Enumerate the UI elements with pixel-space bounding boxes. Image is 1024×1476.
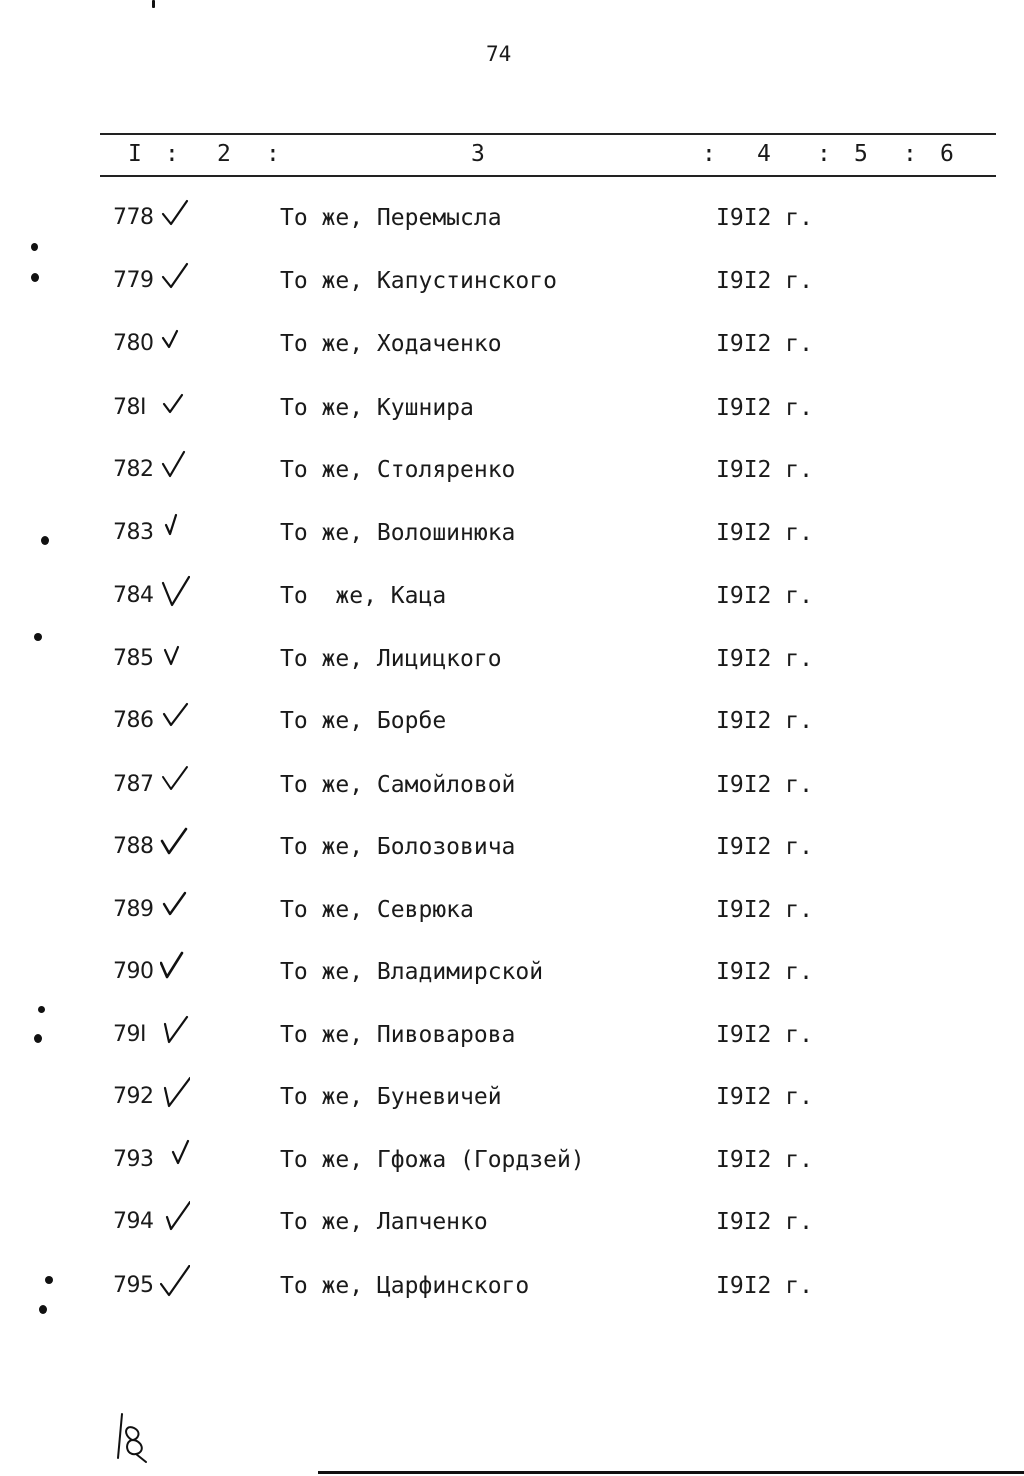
header-separator: : [817,141,831,167]
row-year: I9I2 г. [716,1147,813,1173]
row-number: 792 [113,1084,154,1109]
table-row [0,1084,1024,1124]
header-separator: : [266,141,280,167]
header-col-1: I [128,141,142,167]
row-number: 788 [113,834,154,859]
row-number: 786 [113,708,154,733]
row-number: 778 [113,205,154,230]
scan-speck [152,0,155,8]
row-number: 779 [113,268,154,293]
table-row [0,897,1024,937]
checkmark-icon [160,764,190,796]
row-number: 790 [113,959,154,984]
row-number: 789 [113,897,154,922]
checkmark-icon [160,197,190,229]
table-row [0,708,1024,748]
row-year: I9I2 г. [716,583,813,609]
checkmark-icon [160,1265,190,1297]
row-number: 782 [113,457,154,482]
row-title: То же, Болозовича [280,834,516,860]
page-bottom-edge [318,1471,1024,1474]
row-year: I9I2 г. [716,395,813,421]
checkmark-icon [160,260,190,292]
table-row [0,834,1024,874]
checkmark-icon [160,1139,190,1171]
checkmark-icon [160,638,190,670]
row-year: I9I2 г. [716,959,813,985]
row-number: 780 [113,331,154,356]
checkmark-icon [160,387,190,419]
row-year: I9I2 г. [716,646,813,672]
row-title: То же, Столяренко [280,457,516,483]
table-row [0,1209,1024,1249]
scan-speck [39,1305,47,1314]
row-title: То же, Царфинского [280,1273,530,1299]
scan-speck [45,1276,53,1284]
row-title: То же, Лицицкого [280,646,502,672]
row-year: I9I2 г. [716,708,813,734]
row-number: 783 [113,520,154,545]
table-row [0,583,1024,623]
header-col-3: 3 [471,141,485,167]
page-number: 74 [486,42,512,66]
row-year: I9I2 г. [716,772,813,798]
checkmark-icon [160,323,190,355]
table-row [0,646,1024,686]
row-title: То же, Каца [280,583,447,609]
checkmark-icon [160,1014,190,1046]
header-col-4: 4 [757,141,771,167]
table-row [0,395,1024,435]
row-year: I9I2 г. [716,268,813,294]
checkmark-icon [160,700,190,732]
row-year: I9I2 г. [716,457,813,483]
row-number: 787 [113,772,154,797]
table-row [0,457,1024,497]
table-row [0,331,1024,371]
table-row [0,1022,1024,1062]
row-number: 79I [113,1022,146,1047]
row-title: То же, Лапченко [280,1209,488,1235]
row-year: I9I2 г. [716,1209,813,1235]
header-separator: : [903,141,917,167]
checkmark-icon [160,449,190,481]
checkmark-icon [160,1201,190,1233]
table-row [0,520,1024,560]
scan-speck [34,1034,42,1043]
row-number: 784 [113,583,154,608]
table-row [0,268,1024,308]
row-year: I9I2 г. [716,1273,813,1299]
row-number: 785 [113,646,154,671]
checkmark-icon [160,826,190,858]
table-row [0,205,1024,245]
checkmark-icon [160,889,190,921]
header-col-2: 2 [217,141,231,167]
row-year: I9I2 г. [716,1022,813,1048]
row-title: То же, Борбе [280,708,447,734]
row-year: I9I2 г. [716,1084,813,1110]
table-row [0,959,1024,999]
row-year: I9I2 г. [716,205,813,231]
scan-speck [31,243,38,251]
checkmark-icon [160,512,190,544]
checkmark-icon [160,1076,190,1108]
scan-speck [31,273,39,282]
row-title: То же, Ходаченко [280,331,502,357]
row-title: То же, Капустинского [280,268,557,294]
table-top-rule [100,133,996,135]
row-year: I9I2 г. [716,331,813,357]
table-row [0,1273,1024,1313]
header-separator: : [165,141,179,167]
scan-speck [38,1006,45,1013]
scan-speck [34,633,42,641]
row-number: 795 [113,1273,154,1298]
row-title: То же, Кушнира [280,395,474,421]
handwritten-mark: 18 [112,1410,114,1411]
checkmark-icon [160,575,190,607]
row-year: I9I2 г. [716,520,813,546]
row-number: 78I [113,395,146,420]
row-title: То же, Севрюка [280,897,474,923]
checkmark-icon [160,951,190,983]
row-title: То же, Перемысла [280,205,502,231]
table-row [0,772,1024,812]
row-title: То же, Самойловой [280,772,516,798]
row-number: 793 [113,1147,154,1172]
header-col-6: 6 [940,141,954,167]
row-title: То же, Гфожа (Гордзей) [280,1147,585,1173]
table-header-bottom-rule [100,175,996,177]
row-title: То же, Пивоварова [280,1022,516,1048]
row-title: То же, Буневичей [280,1084,502,1110]
row-year: I9I2 г. [716,834,813,860]
header-separator: : [702,141,716,167]
row-title: То же, Волошинюка [280,520,516,546]
handwritten-mark-icon [112,1410,152,1466]
row-number: 794 [113,1209,154,1234]
row-title: То же, Владимирской [280,959,544,985]
table-row [0,1147,1024,1187]
row-year: I9I2 г. [716,897,813,923]
header-col-5: 5 [854,141,868,167]
scan-speck [41,536,49,545]
